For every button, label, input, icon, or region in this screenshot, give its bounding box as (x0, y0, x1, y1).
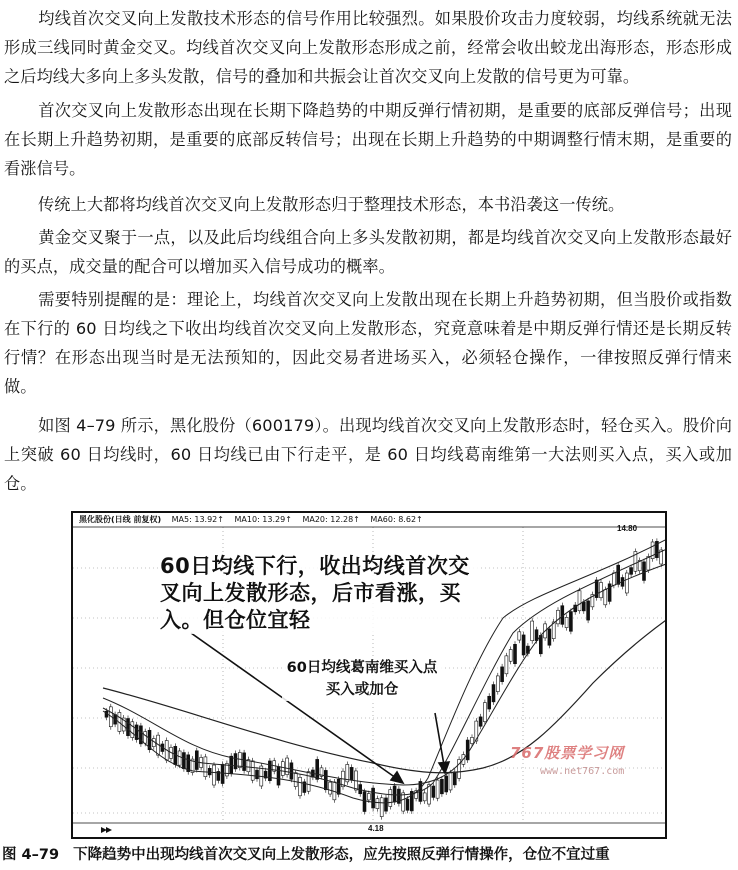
candle-body (389, 790, 392, 807)
candle-body (393, 786, 396, 802)
candle-body (144, 732, 147, 744)
high-price-label: 14.80 (617, 524, 638, 533)
candle-body (195, 751, 198, 770)
stock-name-label: 黑化股份(日线 前复权) (79, 515, 162, 524)
candle-body (604, 590, 607, 605)
candle-body (208, 768, 211, 775)
watermark-url: www.net767.com (540, 766, 625, 777)
candle-body (204, 757, 207, 777)
paragraph-1: 均线首次交叉向上发散技术形态的信号作用比较强烈。如果股价攻击力度较弱，均线系统就无法形成三线同时黄金交叉。均线首次交叉向上发散形态形成之前，经常会收出蛟龙出海形态，形态形成之后均线大多向上多头发散，信号的叠加和共振会让首次交叉向上发散的信号更为可靠。 (4, 9, 732, 86)
paragraph-2: 首次交叉向上发散形态出现在长期下降趋势的中期反弹行情初期，是重要的底部反弹信号；出现在长期上升趋势初期，是重要的底部反转信号；出现在长期上升趋势的中期调整行情末期，是重要的看涨信号。 (4, 101, 732, 178)
candle-body (587, 601, 590, 620)
candle-body (178, 751, 181, 765)
candle-body (290, 763, 293, 779)
candle-body (423, 793, 426, 801)
figure-caption-text: 下降趋势中出现均线首次交叉向上发散形态，应先按照反弹行情操作，仓位不宜过重 (73, 847, 610, 863)
candle-body (569, 612, 572, 632)
candle-body (281, 762, 284, 776)
ma20-label: MA20: 12.28↑ (302, 515, 360, 524)
candle-body (612, 573, 615, 585)
paragraph-3: 传统上大都将均线首次交叉向上发散形态归于整理技术形态，本书沿袭这一传统。 (38, 195, 625, 214)
candle-body (496, 676, 499, 692)
candle-body (406, 799, 409, 810)
candle-body (565, 617, 568, 627)
candle-body (385, 798, 388, 811)
low-price-label: 4.18 (368, 824, 384, 833)
paragraph-5: 需要特别提醒的是：理论上，均线首次交叉向上发散出现在长期上升趋势初期，但当股价或指数在下行的 60 日均线之下收出均线首次交叉向上发散形态，究竟意味着是中期反弹行情还是长期反转行情？在形态出现当时是无法预知的，因此交易者进场买入，必须轻仓操作，一律按照反弹行情来做。 (4, 290, 732, 396)
candle-body (350, 767, 353, 780)
paragraph-4: 黄金交叉聚于一点，以及此后均线组合向上多头发散初期，都是均线首次交叉向上发散形态最好的买点，成交量的配合可以增加买入信号成功的概率。 (4, 228, 732, 276)
candle-body (492, 685, 495, 702)
ma60-label: MA60: 8.62↑ (370, 515, 423, 524)
candle-body (299, 777, 302, 795)
ma5-label: MA5: 13.92↑ (171, 515, 224, 524)
period-markers (101, 827, 112, 833)
candle-body (535, 630, 538, 641)
candle-body (630, 568, 633, 575)
candle-body (557, 610, 560, 624)
candle-body (531, 621, 534, 641)
candle-body (548, 629, 551, 645)
candle-body (488, 696, 491, 709)
candle-body (600, 582, 603, 597)
candle-body (131, 722, 134, 738)
chart-header (73, 513, 665, 527)
chart-annotation-main: 60日均线下行，收出均线首次交叉向上发散形态，后市看涨，买入。但仓位宜轻 (160, 553, 480, 634)
candle-body (617, 565, 620, 584)
candle-body (432, 786, 435, 797)
candle-body (539, 635, 542, 653)
candle-body (376, 799, 379, 809)
candle-body (445, 776, 448, 792)
candle-body (221, 764, 224, 783)
candle-body (449, 773, 452, 790)
candle-body (479, 717, 482, 726)
candle-body (643, 562, 646, 581)
candle-body (466, 740, 469, 760)
chart-annotation-secondary: 60日均线葛南维买入点买入或加仓 (282, 657, 442, 701)
paragraph-6: 如图 4–79 所示，黑化股份（600179）。出现均线首次交叉向上发散形态时，轻仓买入。股价向上突破 60 日均线时，60 日均线已由下行走平，是 60 日均线葛南维第一大法则买入点，买入或加仓。 (4, 416, 732, 493)
candle-body (436, 780, 439, 798)
candle-body (307, 772, 310, 792)
candle-body (329, 782, 332, 794)
candle-body (509, 649, 512, 661)
candle-body (367, 794, 370, 800)
candle-body (234, 754, 237, 769)
candle-body (483, 703, 486, 722)
candle-body (182, 753, 185, 769)
candle-body (127, 719, 130, 736)
candle-body (582, 602, 585, 611)
candle-body (230, 756, 233, 774)
candle-body (440, 779, 443, 794)
candle-body (501, 667, 504, 682)
candle-body (294, 773, 297, 787)
candle-body (256, 770, 259, 779)
candle-body (578, 591, 581, 611)
candle-body (505, 656, 508, 674)
candle-body (213, 765, 216, 785)
candle-body (243, 753, 246, 771)
candle-body (402, 793, 405, 811)
candle-body (522, 635, 525, 655)
figure-number: 图 4–79 (2, 847, 60, 863)
candle-body (471, 737, 474, 743)
candle-body (277, 767, 280, 786)
candle-body (380, 798, 383, 817)
candle-body (251, 761, 254, 780)
candle-body (625, 573, 628, 593)
watermark-logo: 767股票学习网 (510, 744, 625, 762)
candle-body (514, 644, 517, 663)
ma10-label: MA10: 13.29↑ (234, 515, 292, 524)
candle-body (518, 632, 521, 640)
candle-body (247, 760, 250, 772)
candle-body (238, 752, 241, 767)
candle-body (372, 788, 375, 808)
candle-body (453, 772, 456, 785)
candle-body (316, 759, 319, 779)
figure-caption (2, 845, 736, 865)
candle-body (363, 792, 366, 812)
